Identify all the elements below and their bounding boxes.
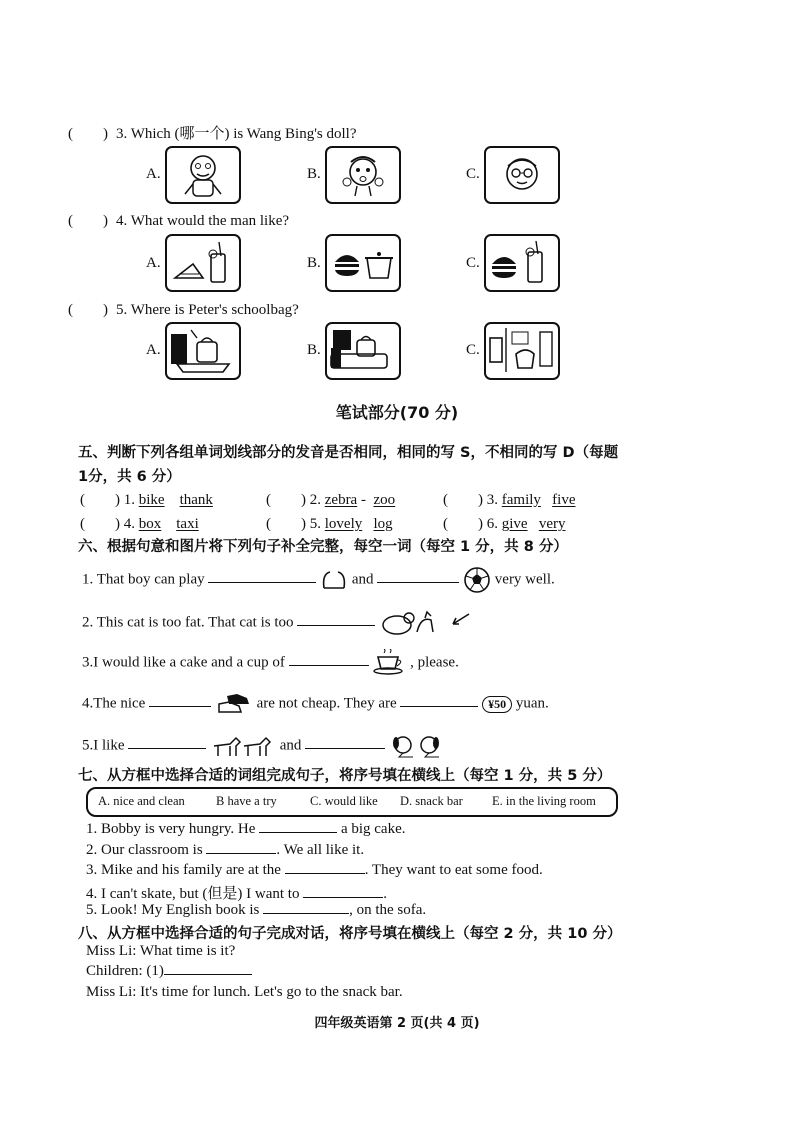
written-part-title: 笔试部分(70 分) bbox=[335, 403, 459, 422]
option-a-label: A. bbox=[146, 166, 161, 182]
answer-blank[interactable] bbox=[305, 747, 385, 749]
crying-girl-doll-icon[interactable] bbox=[325, 146, 401, 204]
s6-line-4: 4.The nice are not cheap. They are ¥50 yuan. bbox=[82, 690, 549, 718]
option-a: A. nice and clean bbox=[98, 794, 185, 808]
option-d: D. snack bar bbox=[400, 794, 463, 808]
answer-paren[interactable]: ( ) bbox=[68, 213, 108, 229]
dialog-line-3: Miss Li: It's time for lunch. Let's go to the snack bar. bbox=[86, 984, 403, 1000]
bag-on-desk-icon[interactable] bbox=[165, 322, 241, 380]
s5-item-1[interactable]: ( ) 1. bike thank bbox=[80, 492, 213, 508]
answer-blank[interactable] bbox=[377, 581, 459, 583]
s6-line-2: 2. This cat is too fat. That cat is too bbox=[82, 608, 475, 638]
option-e: E. in the living room bbox=[492, 794, 596, 808]
cats-with-arrow-icon bbox=[379, 608, 475, 638]
s7-question-2: 2. Our classroom is . We all like it. bbox=[86, 842, 365, 858]
answer-blank[interactable] bbox=[400, 705, 478, 707]
option-b-label: B. bbox=[307, 166, 321, 182]
option-c-label: C. bbox=[466, 342, 480, 358]
s5-item-6[interactable]: ( ) 6. give very bbox=[443, 516, 566, 532]
s7-question-3: 3. Mike and his family are at the . They want to eat some food. bbox=[86, 862, 543, 878]
question-text: 5. Where is Peter's schoolbag? bbox=[116, 302, 299, 318]
answer-blank[interactable] bbox=[297, 624, 375, 626]
bag-on-sofa-icon[interactable] bbox=[325, 322, 401, 380]
s6-line-5: 5.I like and bbox=[82, 732, 445, 760]
option-b-label: B. bbox=[307, 342, 321, 358]
dialog-line-1: Miss Li: What time is it? bbox=[86, 943, 236, 959]
answer-blank[interactable] bbox=[208, 581, 316, 583]
option-c-label: C. bbox=[466, 166, 480, 182]
s6-line-1: 1. That boy can play and very well. bbox=[82, 566, 555, 594]
question-text: 4. What would the man like? bbox=[116, 213, 290, 229]
section-6-title: 六、根据句意和图片将下列句子补全完整，每空一词（每空 1 分，共 8 分） bbox=[78, 539, 568, 555]
answer-blank[interactable] bbox=[303, 896, 383, 898]
question-text: 3. Which (哪一个) is Wang Bing's doll? bbox=[116, 126, 357, 142]
erhu-icon bbox=[320, 568, 348, 592]
answer-blank[interactable] bbox=[263, 912, 349, 914]
answer-blank[interactable] bbox=[259, 831, 337, 833]
s5-item-4[interactable]: ( ) 4. box taxi bbox=[80, 516, 199, 532]
hamburger-and-pot-icon[interactable] bbox=[325, 234, 401, 292]
answer-blank[interactable] bbox=[128, 747, 206, 749]
word-choice-box bbox=[86, 787, 618, 817]
price-tag: ¥50 bbox=[482, 696, 512, 713]
answer-paren[interactable]: ( ) bbox=[68, 126, 108, 142]
option-c-label: C. bbox=[466, 255, 480, 271]
dogs-icon bbox=[389, 733, 445, 759]
s5-item-2[interactable]: ( ) 2. zebra - zoo bbox=[266, 492, 396, 508]
s5-item-3[interactable]: ( ) 3. family five bbox=[443, 492, 576, 508]
answer-blank[interactable] bbox=[149, 705, 211, 707]
section-5-title-cont: 1分，共 6 分） bbox=[78, 469, 181, 485]
answer-blank[interactable] bbox=[289, 664, 369, 666]
page-footer: 四年级英语第 2 页(共 4 页) bbox=[314, 1016, 480, 1031]
option-b: B have a try bbox=[216, 794, 277, 808]
section-5-title: 五、判断下列各组单词划线部分的发音是否相同，相同的写 S，不相同的写 D（每题 bbox=[78, 445, 619, 461]
option-a-label: A. bbox=[146, 255, 161, 271]
s5-item-5[interactable]: ( ) 5. lovely log bbox=[266, 516, 393, 532]
sandwich-and-juice-icon[interactable] bbox=[165, 234, 241, 292]
boy-with-glasses-doll-icon[interactable] bbox=[484, 146, 560, 204]
horses-icon bbox=[210, 732, 276, 760]
football-icon bbox=[463, 566, 491, 594]
s6-line-3: 3.I would like a cake and a cup of , please. bbox=[82, 649, 459, 677]
question-4 bbox=[68, 209, 289, 230]
section-7-title: 七、从方框中选择合适的词组完成句子，将序号填在横线上（每空 1 分，共 5 分） bbox=[78, 768, 612, 784]
answer-blank[interactable] bbox=[164, 973, 252, 975]
answer-paren[interactable]: ( ) bbox=[68, 302, 108, 318]
hamburger-and-juice-icon[interactable] bbox=[484, 234, 560, 292]
answer-blank[interactable] bbox=[285, 872, 365, 874]
shoes-icon bbox=[215, 690, 253, 718]
section-8-title: 八、从方框中选择合适的句子完成对话，将序号填在横线上（每空 2 分，共 10 分） bbox=[78, 926, 622, 942]
question-5 bbox=[68, 298, 299, 319]
s7-question-4: 4. I can't skate, but (但是) I want to . bbox=[86, 886, 387, 902]
answer-blank[interactable] bbox=[206, 852, 276, 854]
option-b-label: B. bbox=[307, 255, 321, 271]
dialog-line-2: Children: (1) bbox=[86, 963, 252, 980]
tea-cup-icon bbox=[372, 649, 406, 677]
s7-question-5: 5. Look! My English book is , on the sofa. bbox=[86, 902, 427, 918]
s7-question-1: 1. Bobby is very hungry. He a big cake. bbox=[86, 821, 406, 837]
bag-in-bathroom-icon[interactable] bbox=[484, 322, 560, 380]
question-3 bbox=[68, 122, 357, 143]
option-c: C. would like bbox=[310, 794, 378, 808]
option-a-label: A. bbox=[146, 342, 161, 358]
old-man-doll-icon[interactable] bbox=[165, 146, 241, 204]
